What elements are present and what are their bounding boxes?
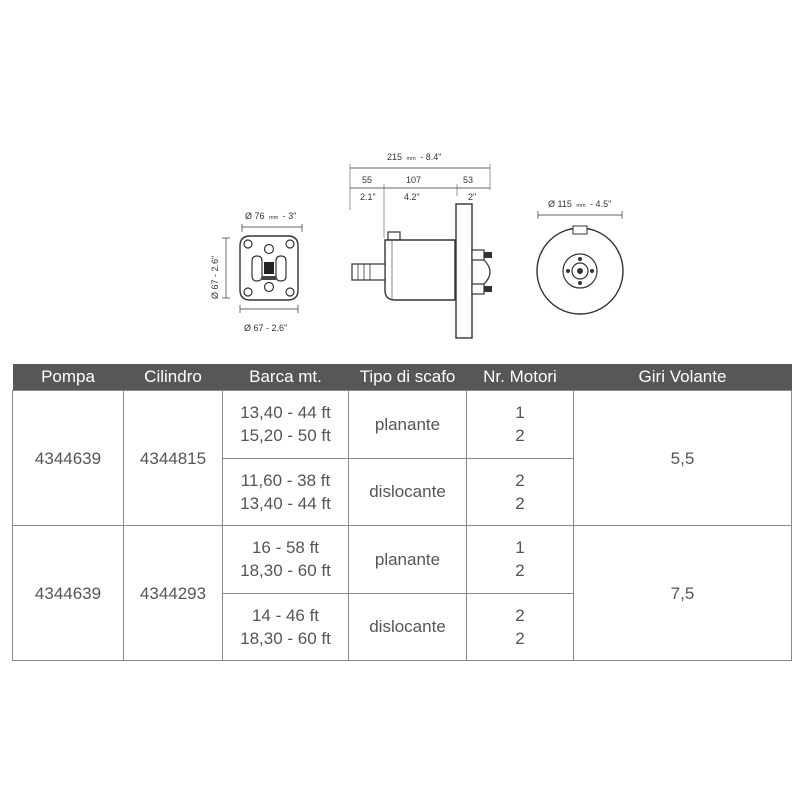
pompa-cell: 4344639 xyxy=(13,526,124,661)
front-view-drawing xyxy=(210,211,302,333)
cilindro-cell: 4344815 xyxy=(124,391,223,526)
front-diameter-unit: mm xyxy=(269,215,279,221)
svg-text:215 mm - 8.4" xyxy=(387,152,441,162)
technical-drawings xyxy=(0,0,800,360)
motori-cell xyxy=(467,458,574,526)
front-diameter-label: Ø 76 xyxy=(245,211,265,221)
barca-value: 18,30 - 60 ft xyxy=(240,628,331,648)
svg-text:Ø 115 mm - 4.5" xyxy=(548,199,611,209)
side-total-unit: mm xyxy=(406,156,416,162)
table-header-row xyxy=(13,364,792,391)
front-width-label: Ø 67 - 2.6" xyxy=(244,323,288,333)
header-pompa: Pompa xyxy=(13,364,124,391)
side-total-inch: - 8.4" xyxy=(420,152,442,162)
barca-value: 14 - 46 ft xyxy=(251,605,320,625)
barca-cell xyxy=(223,391,349,459)
motori-value: 2 xyxy=(515,470,525,490)
header-giri-volante: Giri Volante xyxy=(574,364,792,391)
rear-diameter-inch: - 4.5" xyxy=(590,199,612,209)
motori-value: 2 xyxy=(515,628,525,648)
motori-value: 2 xyxy=(515,561,525,581)
side-seg1-mm: 55 xyxy=(362,175,373,185)
motori-value: 2 xyxy=(515,605,525,625)
side-seg3-in: 2" xyxy=(468,192,477,202)
side-view-drawing xyxy=(350,152,492,338)
tipo-scafo-cell: dislocante xyxy=(349,458,467,526)
barca-value: 13,40 - 44 ft xyxy=(240,493,331,513)
tipo-scafo-cell: planante xyxy=(349,391,467,459)
header-nr-motori: Nr. Motori xyxy=(467,364,574,391)
motori-cell xyxy=(467,391,574,459)
barca-value: 18,30 - 60 ft xyxy=(240,561,331,581)
giri-volante-cell: 7,5 xyxy=(574,526,792,661)
svg-text:Ø 76 mm - 3" xyxy=(245,211,296,221)
table-row xyxy=(13,526,792,594)
rear-diameter-unit: mm xyxy=(576,203,586,209)
motori-value: 1 xyxy=(515,403,525,423)
motori-cell xyxy=(467,526,574,594)
motori-value: 2 xyxy=(515,493,525,513)
barca-value: 16 - 58 ft xyxy=(251,538,320,558)
side-seg2-mm: 107 xyxy=(406,175,422,185)
tipo-scafo-cell: planante xyxy=(349,526,467,594)
side-seg3-mm: 53 xyxy=(463,175,474,185)
table-row xyxy=(13,391,792,459)
motori-value: 2 xyxy=(515,426,525,446)
barca-value: 15,20 - 50 ft xyxy=(240,426,331,446)
side-seg2-in: 4.2" xyxy=(404,192,420,202)
rear-diameter-label: Ø 115 xyxy=(548,199,572,209)
header-tipo-scafo: Tipo di scafo xyxy=(349,364,467,391)
rear-view-drawing xyxy=(537,199,623,314)
motori-value: 1 xyxy=(515,538,525,558)
barca-value: 11,60 - 38 ft xyxy=(240,470,331,490)
barca-cell xyxy=(223,458,349,526)
barca-cell xyxy=(223,593,349,661)
giri-volante-cell: 5,5 xyxy=(574,391,792,526)
tipo-scafo-cell: dislocante xyxy=(349,593,467,661)
barca-cell xyxy=(223,526,349,594)
cilindro-cell: 4344293 xyxy=(124,526,223,661)
front-height-label: Ø 67 - 2.6" xyxy=(210,255,220,299)
pompa-cell: 4344639 xyxy=(13,391,124,526)
side-total-label: 215 xyxy=(387,152,403,162)
header-barca: Barca mt. xyxy=(223,364,349,391)
header-cilindro: Cilindro xyxy=(124,364,223,391)
motori-cell xyxy=(467,593,574,661)
front-diameter-inch: - 3" xyxy=(282,211,297,221)
barca-value: 13,40 - 44 ft xyxy=(240,403,331,423)
side-seg1-in: 2.1" xyxy=(360,192,376,202)
spec-table xyxy=(12,364,792,661)
